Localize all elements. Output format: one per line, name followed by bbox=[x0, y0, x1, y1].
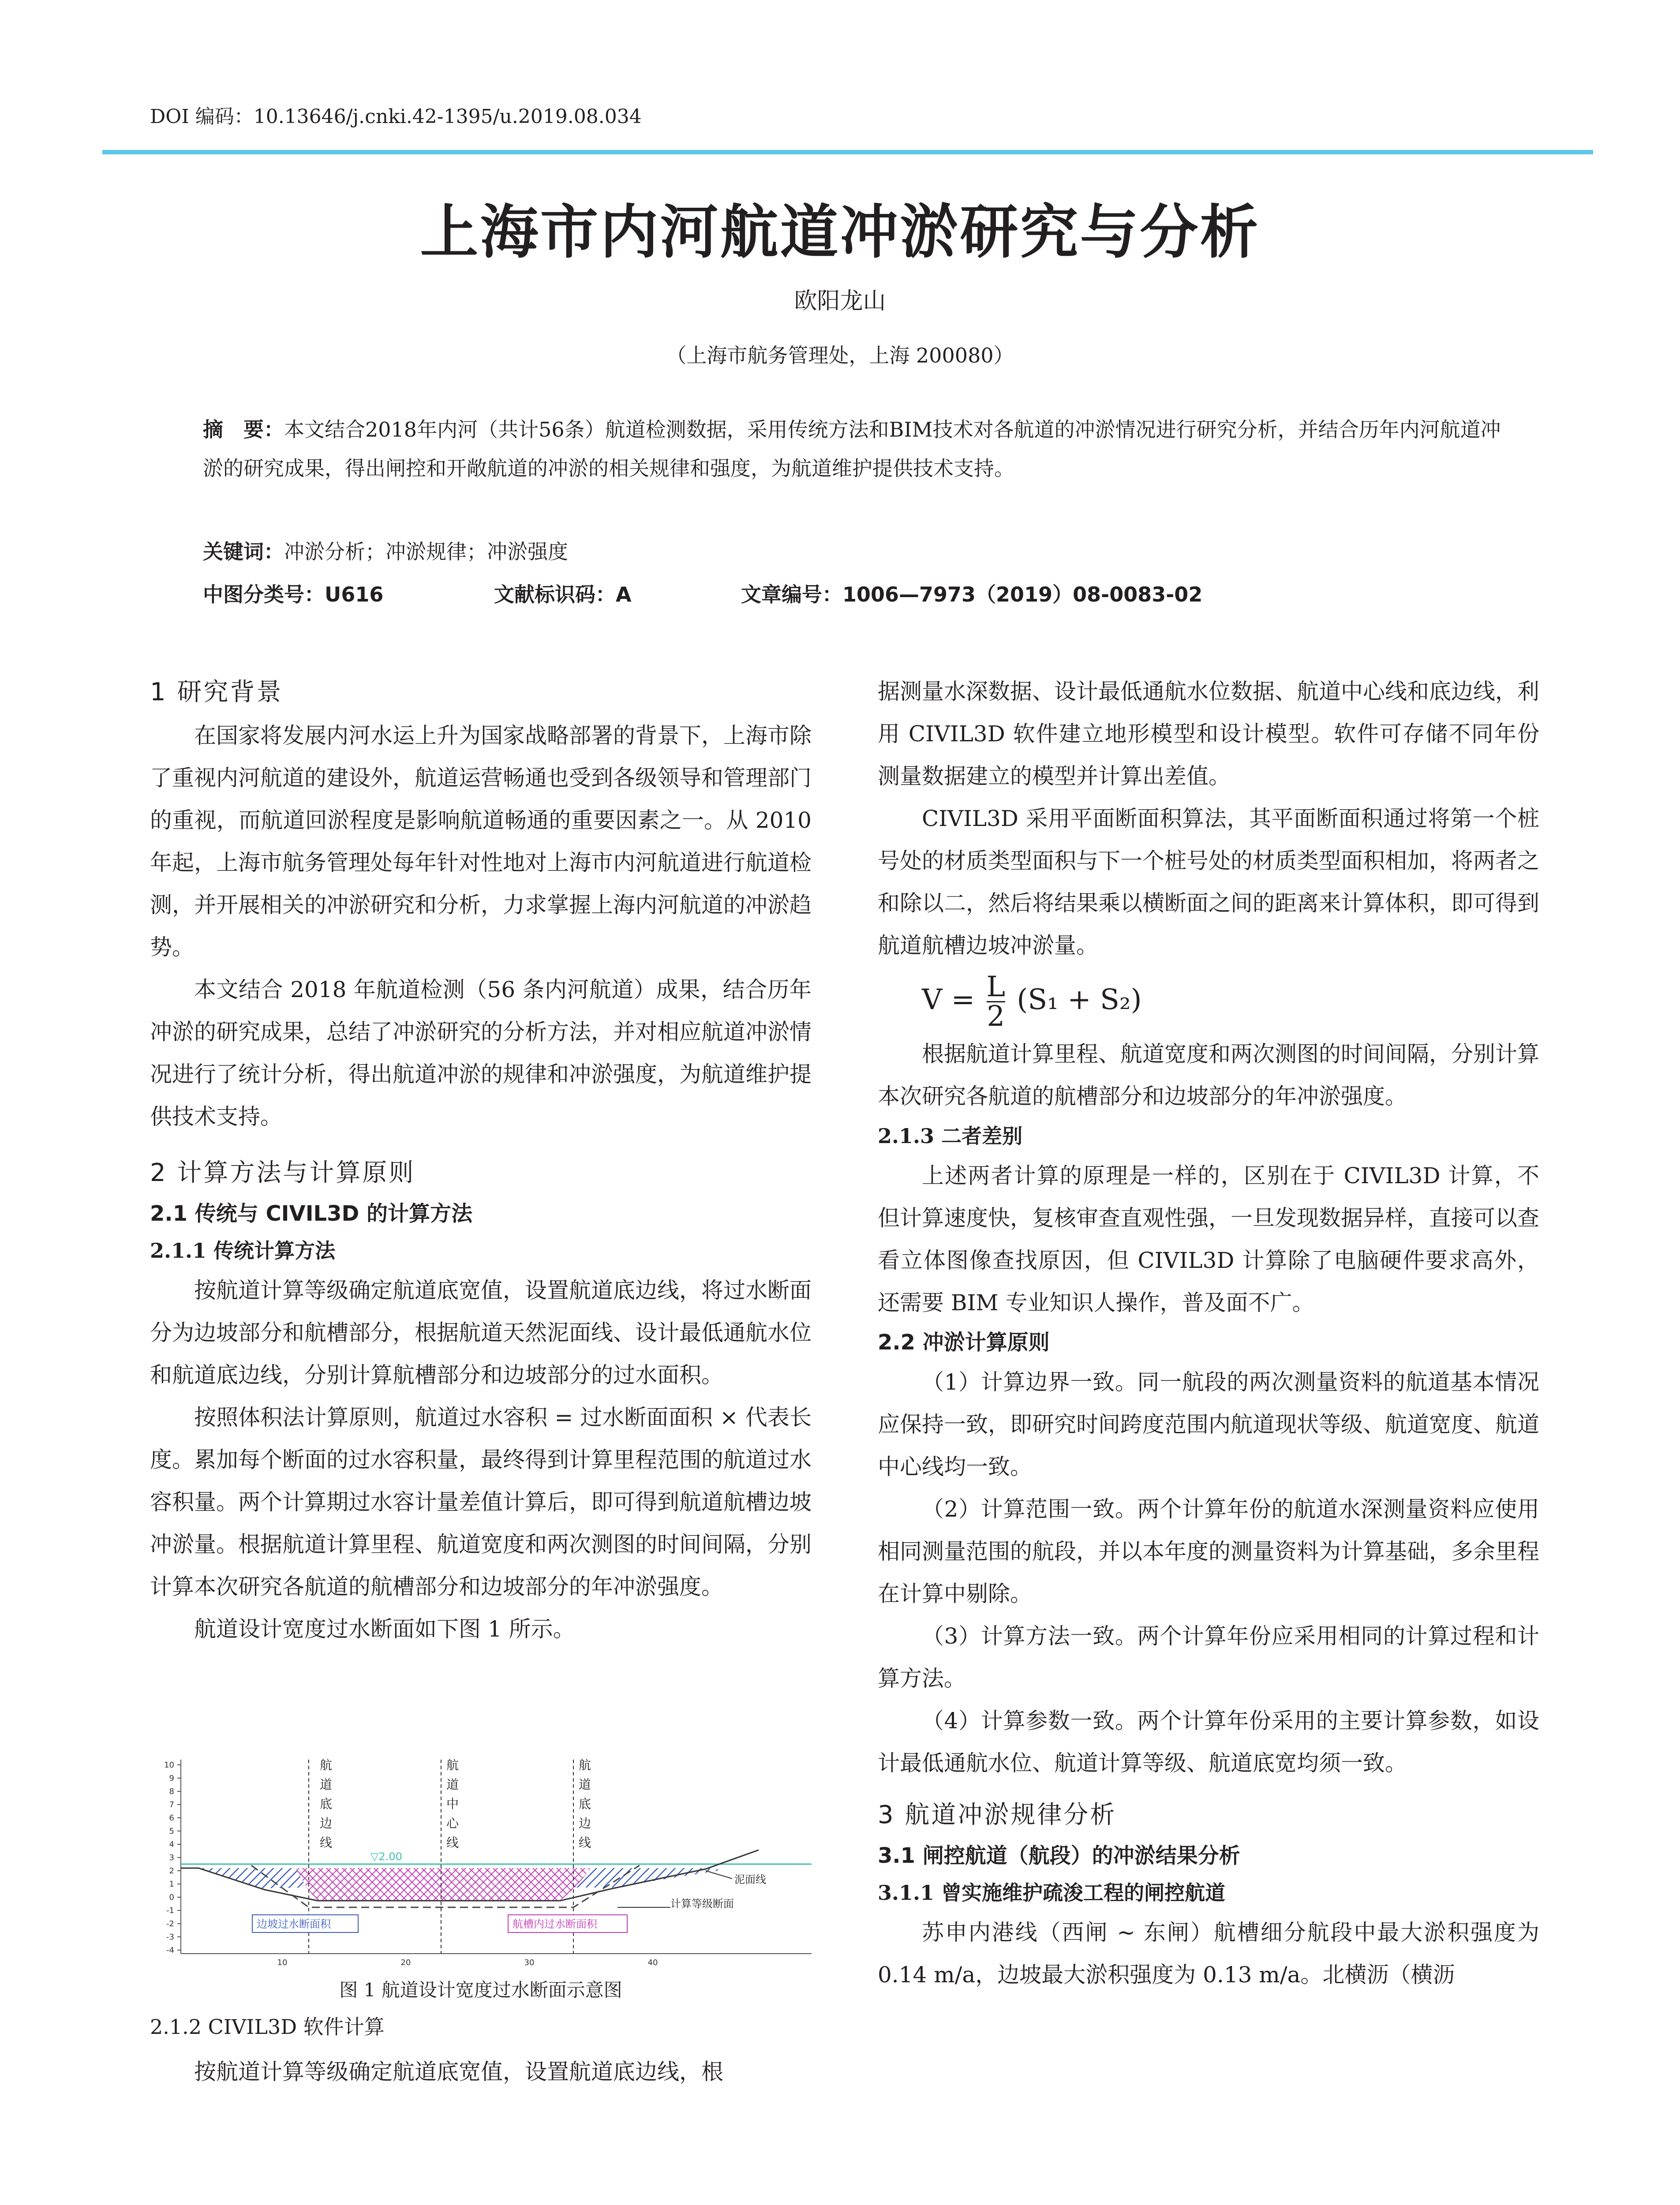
vertical-label-right: 航道底边线 bbox=[579, 1758, 591, 1850]
section-2-1-2-heading: 2.1.2 CIVIL3D 软件计算 bbox=[150, 2015, 385, 2039]
cross-section-diagram bbox=[150, 1755, 812, 1967]
legend-mud-line: 泥面线 bbox=[734, 1873, 766, 1886]
y-tick-label: -3 bbox=[166, 1932, 174, 1942]
keywords bbox=[203, 536, 568, 565]
x-tick-label: 20 bbox=[400, 1958, 411, 1967]
formula-denominator: 2 bbox=[987, 1000, 1005, 1033]
section-2-1-heading: 2.1 传统与 CIVIL3D 的计算方法 bbox=[150, 1201, 473, 1226]
paragraph: 根据航道计算里程、航道宽度和两次测图的时间间隔，分别计算本次研究各航道的航槽部分和边坡部分的年冲淤强度。 bbox=[878, 1041, 1539, 1109]
paragraph: 航道设计宽度过水断面如下图 1 所示。 bbox=[194, 1616, 575, 1642]
y-tick-label: 10 bbox=[164, 1760, 174, 1770]
paragraph: （3）计算方法一致。两个计算年份应采用相同的计算过程和计算方法。 bbox=[878, 1623, 1539, 1691]
paragraph: （2）计算范围一致。两个计算年份的航道水深测量资料应使用相同测量范围的航段，并以本年度的测量资料为计算基础，多余里程在计算中剔除。 bbox=[878, 1496, 1539, 1607]
section-2-1-3-heading: 2.1.3 二者差别 bbox=[878, 1124, 1023, 1148]
y-tick-label: 9 bbox=[169, 1774, 174, 1783]
y-tick-label: 2 bbox=[169, 1866, 174, 1876]
left-column bbox=[150, 670, 812, 1650]
clc-number: 中图分类号：U616 bbox=[203, 583, 384, 606]
y-tick-label: -2 bbox=[166, 1919, 174, 1928]
document-code: 文献标识码：A bbox=[494, 583, 632, 606]
abstract bbox=[203, 410, 1508, 488]
channel-area bbox=[296, 1868, 591, 1901]
vertical-label-center: 航道中心线 bbox=[446, 1758, 459, 1850]
paragraph: （4）计算参数一致。两个计算年份采用的主要计算参数，如设计最低通航水位、航道计算等级、航道底宽均须一致。 bbox=[878, 1708, 1539, 1776]
paper-title: 上海市内河航道冲淤研究与分析 bbox=[420, 198, 1260, 266]
figure-1 bbox=[150, 1755, 812, 1998]
classification-line bbox=[203, 579, 1202, 608]
paragraph: 上述两者计算的原理是一样的，区别在于 CIVIL3D 计算，不但计算速度快，复核审查直观性强，一旦发现数据异样，直接可以查看立体图像查找原因，但 CIVIL3D 计算除了电脑硬件要求高外，还需要 BIM 专业知识人操作，普及面不广。 bbox=[878, 1163, 1539, 1316]
y-tick-label: 0 bbox=[169, 1893, 174, 1902]
keywords-text: 冲淤分析；冲淤规律；冲淤强度 bbox=[284, 540, 568, 564]
figure-caption: 图 1 航道设计宽度过水断面示意图 bbox=[339, 1979, 622, 2001]
y-tick-label: 6 bbox=[169, 1813, 174, 1823]
affiliation: （上海市航务管理处，上海 200080） bbox=[666, 344, 1014, 367]
volume-formula bbox=[878, 967, 1539, 1033]
paragraph: 本文结合 2018 年航道检测（56 条内河航道）成果，结合历年冲淤的研究成果，总结了冲淤研究的分析方法，并对相应航道冲淤情况进行了统计分析，得出航道冲淤的规律和冲淤强度，为航道维护提供技术支持。 bbox=[150, 977, 812, 1129]
slope-area-right bbox=[576, 1868, 723, 1887]
section-2-1-1-heading: 2.1.1 传统计算方法 bbox=[150, 1239, 336, 1263]
article-number: 文章编号：1006—7973（2019）08-0083-02 bbox=[741, 583, 1203, 606]
section-3-1-heading: 3.1 闸控航道（航段）的冲淤结果分析 bbox=[878, 1843, 1240, 1868]
y-tick-label: 3 bbox=[169, 1853, 174, 1862]
author: 欧阳龙山 bbox=[794, 288, 886, 314]
paragraph: （1）计算边界一致。同一航段的两次测量资料的航道基本情况应保持一致，即研究时间跨度范围内航道现状等级、航道宽度、航道中心线均一致。 bbox=[878, 1369, 1539, 1480]
vertical-label-left: 航道底边线 bbox=[320, 1758, 333, 1850]
legend-slope-area: 边坡过水断面积 bbox=[257, 1918, 331, 1930]
x-tick-label: 10 bbox=[277, 1958, 288, 1967]
x-tick-label: 40 bbox=[647, 1958, 658, 1967]
paragraph: 按航道计算等级确定航道底宽值，设置航道底边线，根 bbox=[194, 2059, 723, 2085]
paragraph: CIVIL3D 采用平面断面积算法，其平面断面积通过将第一个桩号处的材质类型面积与下一个桩号处的材质类型面积相加，将两者之和除以二，然后将结果乘以横断面之间的距离来计算体积，即可得到航道航槽边坡冲淤量。 bbox=[878, 806, 1539, 958]
formula-numerator: L bbox=[986, 971, 1006, 1003]
y-tick-label: -4 bbox=[166, 1946, 174, 1955]
paragraph: 在国家将发展内河水运上升为国家战略部署的背景下，上海市除了重视内河航道的建设外，航道运营畅通也受到各级领导和管理部门的重视，而航道回淤程度是影响航道畅通的重要因素之一。从 2010 年起，上海市航务管理处每年针对性地对上海市内河航道进行航道检测，并开展相关的冲淤研究和分析，力求掌握上海内河航道的冲淤趋势。 bbox=[150, 723, 812, 960]
section-2-2-heading: 2.2 冲淤计算原则 bbox=[878, 1330, 1050, 1355]
section-3-1-1-heading: 3.1.1 曾实施维护疏浚工程的闸控航道 bbox=[878, 1881, 1226, 1905]
water-level-symbol: ▽2.00 bbox=[370, 1850, 402, 1863]
paragraph: 按航道计算等级确定航道底宽值，设置航道底边线，将过水断面分为边坡部分和航槽部分，根据航道天然泥面线、设计最低通航水位和航道底边线，分别计算航槽部分和边坡部分的过水面积。 bbox=[150, 1278, 812, 1388]
y-tick-label: 7 bbox=[169, 1800, 174, 1809]
header-rule bbox=[102, 150, 1593, 154]
section-3-heading: 3 航道冲淤规律分析 bbox=[878, 1801, 1117, 1829]
x-tick-label: 30 bbox=[524, 1958, 535, 1967]
doi-line: DOI 编码：10.13646/j.cnki.42-1395/u.2019.08.034 bbox=[150, 105, 642, 128]
keywords-label: 关键词： bbox=[203, 540, 284, 564]
paragraph: 苏申内港线（西闸 ~ 东闸）航槽细分航段中最大淤积强度为 0.14 m/a，边坡最大淤积强度为 0.13 m/a。北横沥（横沥 bbox=[878, 1920, 1539, 1988]
legend-design-section: 计算等级断面 bbox=[670, 1898, 734, 1910]
legend-channel-area: 航槽内过水断面积 bbox=[513, 1918, 597, 1930]
paragraph: 据测量水深数据、设计最低通航水位数据、航道中心线和底边线，利用 CIVIL3D 软件建立地形模型和设计模型。软件可存储不同年份测量数据建立的模型并计算出差值。 bbox=[878, 679, 1539, 789]
page-footer bbox=[1242, 2201, 1561, 2205]
right-column bbox=[878, 670, 1539, 1996]
y-tick-label: 8 bbox=[169, 1787, 174, 1796]
y-tick-label: -1 bbox=[166, 1906, 174, 1915]
abstract-label: 摘 要： bbox=[203, 418, 284, 441]
formula-rhs: (S₁ + S₂) bbox=[1017, 983, 1142, 1016]
y-tick-label: 5 bbox=[169, 1827, 174, 1836]
section-2-heading: 2 计算方法与计算原则 bbox=[150, 1159, 415, 1187]
y-tick-label: 1 bbox=[169, 1880, 174, 1889]
abstract-text: 本文结合2018年内河（共计56条）航道检测数据，采用传统方法和BIM技术对各航道的冲淤情况进行研究分析，并结合历年内河航道冲淤的研究成果，得出闸控和开敞航道的冲淤的相关规律和强度，为航道维护提供技术支持。 bbox=[203, 418, 1501, 480]
section-1-heading: 1 研究背景 bbox=[150, 678, 283, 706]
y-tick-label: 4 bbox=[169, 1840, 174, 1849]
formula-lhs: V = bbox=[922, 983, 975, 1016]
paragraph: 按照体积法计算原则，航道过水容积 = 过水断面面积 × 代表长度。累加每个断面的过水容积量，最终得到计算里程范围的航道过水容积量。两个计算期过水容计量差值计算后，即可得到航道航槽边坡冲淤量。根据航道计算里程、航道宽度和两次测图的时间间隔，分别计算本次研究各航道的航槽部分和边坡部分的年冲淤强度。 bbox=[150, 1405, 812, 1600]
